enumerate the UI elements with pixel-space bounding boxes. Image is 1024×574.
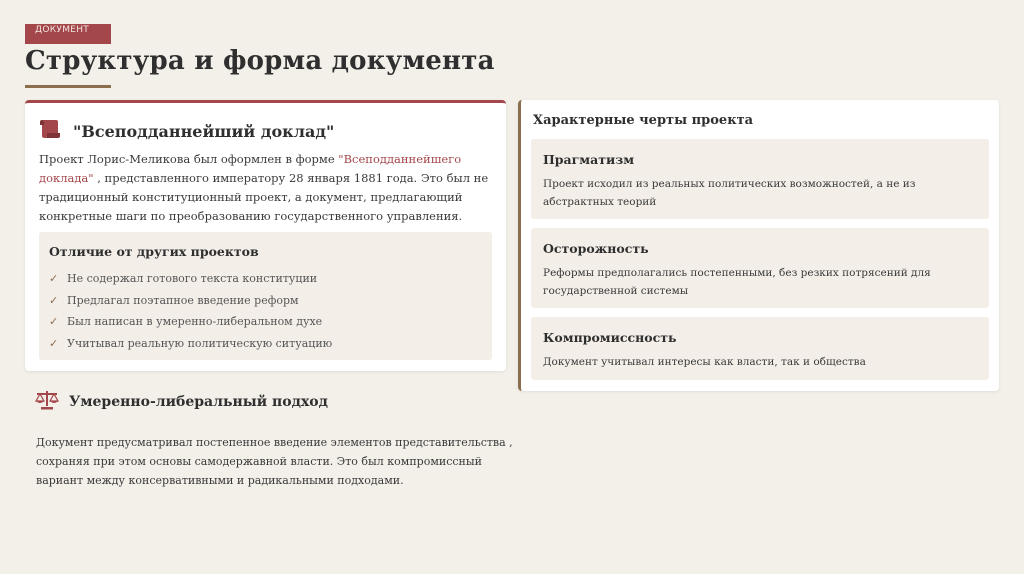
- feature-item-pragmatism: [531, 139, 989, 219]
- differences-list: [49, 268, 332, 354]
- doklad-card: [25, 100, 506, 371]
- check-icon: ✓: [49, 336, 59, 350]
- feature-title: Осторожность: [543, 241, 649, 256]
- scroll-icon: [39, 119, 61, 143]
- feature-title: Прагматизм: [543, 152, 635, 167]
- list-item: ✓ Был написан в умеренно-либеральном духе: [49, 315, 323, 329]
- doklad-highlight: "Всеподданнейшего доклада": [39, 152, 462, 185]
- title-underline: [25, 85, 111, 88]
- check-icon: ✓: [49, 272, 59, 286]
- features-title: Характерные черты проекта: [533, 113, 754, 128]
- doklad-description: Проект Лорис-Меликова был оформлен в форме "Всеподданнейшего доклада" , представленного императору 28 января 1881 года. Это был не традиционный конституционный проект, а документ, предлагающий конкретные шаги по преобразованию государственного управления.: [39, 152, 489, 223]
- scales-icon: [35, 390, 59, 414]
- feature-text: Проект исходил из реальных политических возможностей, а не из абстрактных теорий: [543, 178, 916, 208]
- list-item: ✓ Учитывал реальную политическую ситуацию: [49, 336, 333, 350]
- approach-title: Умеренно-либеральный подход: [69, 394, 328, 410]
- feature-item-caution: [531, 228, 989, 308]
- feature-text: Реформы предполагались постепенными, без резких потрясений для государственной системы: [543, 267, 931, 297]
- list-item: ✓ Не содержал готового текста конституции: [49, 272, 318, 286]
- differences-panel: [39, 232, 492, 360]
- doklad-title: "Всеподданнейший доклад": [73, 121, 335, 141]
- check-icon: ✓: [49, 315, 59, 329]
- feature-text: Документ учитывал интересы как власти, так и общества: [543, 356, 866, 368]
- section-badge: ДОКУМЕНТ: [25, 24, 111, 44]
- feature-item-compromise: [531, 317, 989, 380]
- approach-description: Документ предусматривал постепенное введение элементов представительства , сохраняя при этом основы самодержавной власти. Это был компромиссный вариант между консервативными и радикальными подходами.: [36, 436, 513, 487]
- list-item: ✓ Предлагал поэтапное введение реформ: [49, 293, 299, 307]
- approach-header: [35, 390, 328, 414]
- page-title: Структура и форма документа: [25, 46, 495, 76]
- differences-title: Отличие от других проектов: [49, 244, 259, 259]
- doklad-card-header: [39, 119, 334, 143]
- feature-title: Компромиссность: [543, 330, 677, 345]
- check-icon: ✓: [49, 293, 59, 307]
- features-card: [518, 100, 999, 391]
